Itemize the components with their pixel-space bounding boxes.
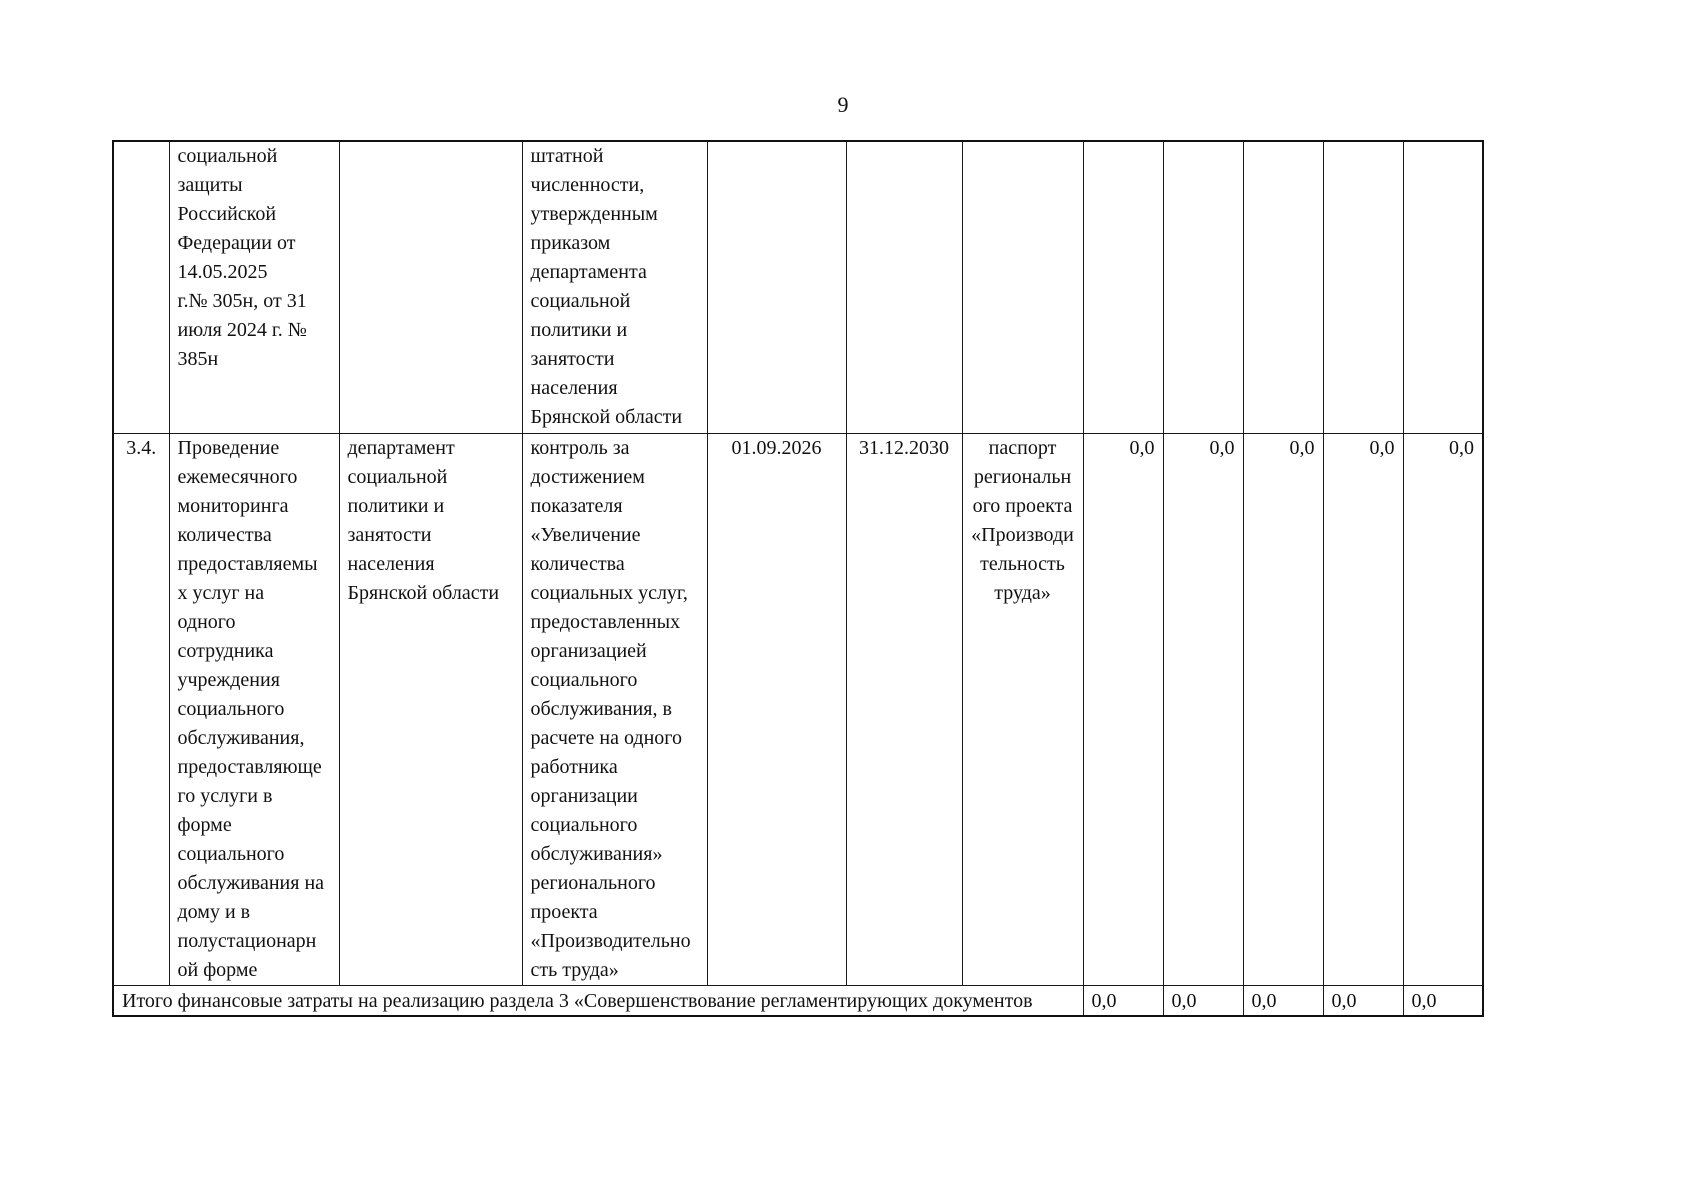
funding-cell xyxy=(1243,141,1323,433)
funding-cell: 0,0 xyxy=(1083,433,1163,985)
start-date-cell: 01.09.2026 xyxy=(707,433,846,985)
event-cell: Проведение ежемесячного мониторинга количества предоставляемы х услуг на одного сотрудника учреждения социального обслуживания, предоставляюще го услуги в форме социального обслуживания на дому и в полустационарн ой форме xyxy=(169,433,339,985)
row-number-cell: 3.4. xyxy=(113,433,169,985)
total-row xyxy=(113,985,1483,1016)
funding-cell: 0,0 xyxy=(1403,433,1483,985)
plan-table xyxy=(112,140,1484,1017)
funding-cell: 0,0 xyxy=(1163,433,1243,985)
funding-cell xyxy=(1163,141,1243,433)
end-date-cell: 31.12.2030 xyxy=(846,433,962,985)
end-date-cell xyxy=(846,141,962,433)
funding-cell xyxy=(1083,141,1163,433)
total-value: 0,0 xyxy=(1403,985,1483,1016)
table-row xyxy=(113,433,1483,985)
table-row xyxy=(113,141,1483,433)
funding-cell xyxy=(1403,141,1483,433)
link-cell: паспорт региональн ого проекта «Производи тельность труда» xyxy=(962,433,1083,985)
total-value: 0,0 xyxy=(1083,985,1163,1016)
page-number: 9 xyxy=(837,92,849,117)
funding-cell xyxy=(1323,141,1403,433)
total-value: 0,0 xyxy=(1163,985,1243,1016)
funding-cell: 0,0 xyxy=(1243,433,1323,985)
responsible-cell xyxy=(339,141,522,433)
row-number-cell xyxy=(113,141,169,433)
total-value: 0,0 xyxy=(1323,985,1403,1016)
responsible-cell: департамент социальной политики и занятости населения Брянской области xyxy=(339,433,522,985)
event-cell: социальной защиты Российской Федерации от 14.05.2025 г.№ 305н, от 31 июля 2024 г. № 385н xyxy=(169,141,339,433)
result-cell: контроль за достижением показателя «Увеличение количества социальных услуг, предоставленных организацией социального обслуживания, в расчете на одного работника организации социального обслуживания» регионального проекта «Производительно сть труда» xyxy=(522,433,707,985)
funding-cell: 0,0 xyxy=(1323,433,1403,985)
result-cell: штатной численности, утвержденным приказом департамента социальной политики и занятости населения Брянской области xyxy=(522,141,707,433)
link-cell xyxy=(962,141,1083,433)
total-value: 0,0 xyxy=(1243,985,1323,1016)
total-label: Итого финансовые затраты на реализацию раздела 3 «Совершенствование регламентирующих документов xyxy=(113,985,1083,1016)
start-date-cell xyxy=(707,141,846,433)
